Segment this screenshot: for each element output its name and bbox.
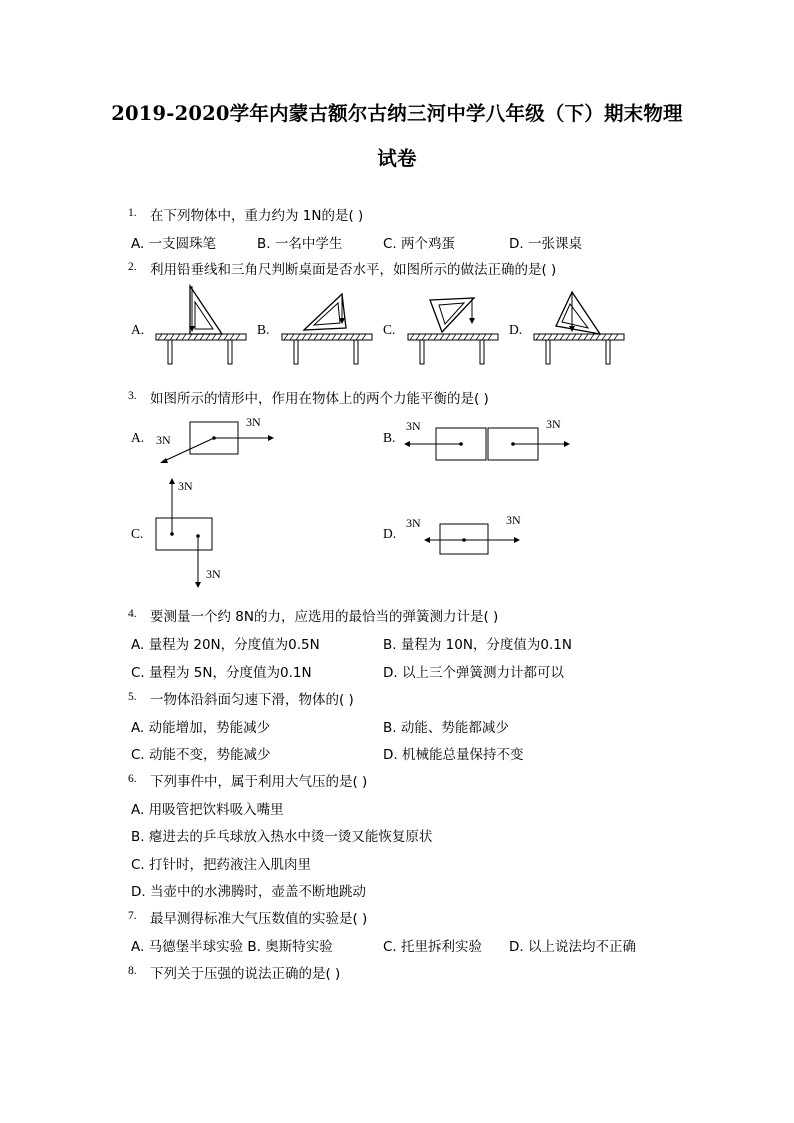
question-number: 4. xyxy=(128,608,137,620)
option-c: C. 打针时，把药液注入肌肉里 xyxy=(131,857,312,873)
force-label: 3N xyxy=(546,417,561,431)
force-label: 3N xyxy=(506,513,521,527)
option-c: C. 两个鸡蛋 xyxy=(383,236,456,252)
question-stem: 要测量一个约 8N的力，应选用的最恰当的弹簧测力计是( ) xyxy=(150,609,499,625)
option-c-label: C. xyxy=(383,322,396,337)
option-b-label: B. xyxy=(257,322,270,337)
table-figure-d xyxy=(528,280,628,370)
option-c: C. 动能不变，势能减少 xyxy=(131,747,271,763)
question-number: 2. xyxy=(128,261,137,273)
question-number: 5. xyxy=(128,691,137,703)
table-figure-b xyxy=(276,280,376,370)
question-stem: 最早测得标准大气压数值的实验是( ) xyxy=(150,911,368,927)
option-b: B. 瘪进去的乒乓球放入热水中烫一烫又能恢复原状 xyxy=(131,829,433,845)
option-d: D. 机械能总量保持不变 xyxy=(383,747,524,763)
question-number: 6. xyxy=(128,773,137,785)
question-number: 1. xyxy=(128,207,137,219)
option-c-label: C. xyxy=(131,526,144,541)
option-b: B. 量程为 10N，分度值为0.1N xyxy=(383,637,572,653)
force-figure-d xyxy=(400,510,540,560)
option-a: A. 动能增加，势能减少 xyxy=(131,720,271,736)
question-number: 8. xyxy=(128,965,137,977)
option-b: B. 一名中学生 xyxy=(257,236,343,252)
option-d: D. 以上三个弹簧测力计都可以 xyxy=(383,665,564,681)
option-a: A. 一支圆珠笔 xyxy=(131,236,217,252)
question-stem: 利用铅垂线和三角尺判断桌面是否水平，如图所示的做法正确的是( ) xyxy=(150,262,557,278)
table-figure-c xyxy=(402,280,502,370)
option-d: D. 一张课桌 xyxy=(509,236,582,252)
option-d: D. 当壶中的水沸腾时，壶盖不断地跳动 xyxy=(131,884,366,900)
force-figure-a xyxy=(150,410,280,470)
option-c: C. 量程为 5N，分度值为0.1N xyxy=(131,665,312,681)
force-label: 3N xyxy=(406,419,421,433)
question-stem: 下列事件中，属于利用大气压的是( ) xyxy=(150,774,368,790)
force-figure-b xyxy=(400,410,580,470)
question-stem: 一物体沿斜面匀速下滑，物体的( ) xyxy=(150,692,354,708)
option-d-label: D. xyxy=(509,322,523,337)
option-d-label: D. xyxy=(383,526,397,541)
option-a-b: A. 马德堡半球实验 B. 奥斯特实验 xyxy=(131,939,333,955)
option-a: A. 量程为 20N，分度值为0.5N xyxy=(131,637,320,653)
question-stem: 在下列物体中，重力约为 1N的是( ) xyxy=(150,208,364,224)
force-label: 3N xyxy=(246,415,261,429)
question-stem: 如图所示的情形中，作用在物体上的两个力能平衡的是( ) xyxy=(150,391,489,407)
option-c: C. 托里拆利实验 xyxy=(383,939,483,955)
force-figure-c xyxy=(150,474,230,588)
option-a-label: A. xyxy=(131,430,145,445)
force-label: 3N xyxy=(178,479,193,493)
page-title: 2019-2020学年内蒙古额尔古纳三河中学八年级（下）期末物理 xyxy=(111,102,683,125)
question-number: 7. xyxy=(128,910,137,922)
table-figure-a xyxy=(150,280,250,370)
option-a-label: A. xyxy=(131,322,145,337)
question-number: 3. xyxy=(128,390,137,402)
option-a: A. 用吸管把饮料吸入嘴里 xyxy=(131,802,284,818)
force-label: 3N xyxy=(406,516,421,530)
force-label: 3N xyxy=(156,433,171,447)
question-stem: 下列关于压强的说法正确的是( ) xyxy=(150,966,341,982)
option-b: B. 动能、势能都减少 xyxy=(383,720,509,736)
option-b-label: B. xyxy=(383,430,396,445)
force-label: 3N xyxy=(206,567,221,581)
option-d: D. 以上说法均不正确 xyxy=(509,939,636,955)
page-title-continued: 试卷 xyxy=(377,147,417,170)
